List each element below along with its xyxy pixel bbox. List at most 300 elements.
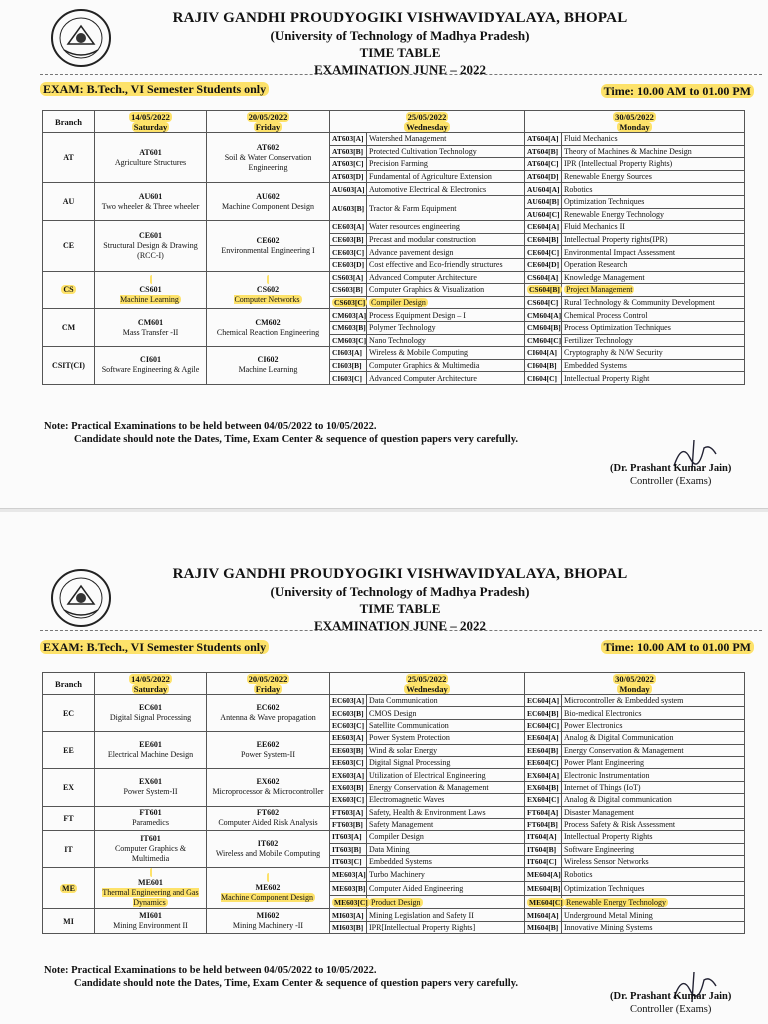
paper-name: Mass Transfer -II: [122, 327, 179, 337]
table-row: [43, 271, 745, 284]
paper-name: Paramedics: [132, 818, 169, 828]
paper-name: Chemical Reaction Engineering: [216, 327, 320, 337]
branch-header: Branch: [43, 111, 95, 133]
elective-name-text: Energy Conservation & Management: [369, 782, 489, 792]
elective-code-text: CE604[B]: [527, 235, 559, 245]
elective-name-text: Safety Management: [369, 820, 434, 830]
branch-cell: [43, 868, 95, 909]
monday-elective-name: [562, 843, 745, 855]
paper-code: EE601: [139, 740, 162, 750]
wednesday-elective-name: [367, 284, 525, 297]
monday-elective-code: [525, 359, 562, 372]
paper-code: CS602: [256, 284, 280, 294]
paper-name: Computer Networks: [234, 294, 300, 304]
friday-paper: [209, 911, 327, 930]
elective-name-text: Power Electronics: [564, 720, 623, 730]
monday-elective-code: [525, 158, 562, 171]
branch-name: CSIT(CI): [52, 360, 85, 370]
table-row: [43, 695, 745, 707]
friday-paper: [209, 703, 327, 722]
elective-code-text: CI603[B]: [332, 360, 362, 370]
document-title: TIME TABLE: [359, 45, 441, 60]
elective-name-text: Compiler Design: [369, 832, 424, 842]
friday-paper-cell: [207, 806, 330, 831]
paper-code: ME601: [138, 878, 163, 888]
elective-name-text: Project Management: [566, 285, 633, 295]
saturday-paper: [97, 777, 204, 796]
day-header-monday: [525, 673, 745, 695]
monday-elective-name: [562, 882, 745, 896]
elective-name-text: Operation Research: [564, 260, 628, 270]
branch-cell: [43, 183, 95, 221]
saturday-paper: [97, 275, 204, 304]
wednesday-elective-name: [367, 695, 525, 707]
paper-name: Environmental Engineering I: [221, 245, 315, 255]
paper-code: EC601: [138, 703, 163, 713]
paper-name: Soil & Water Conservation Engineering: [224, 152, 312, 172]
elective-name-text: Digital Signal Processing: [369, 758, 451, 768]
branch-header: Branch: [43, 673, 95, 695]
wednesday-elective-code: [330, 233, 367, 246]
saturday-paper-cell: [95, 347, 207, 385]
elective-code-text: EX603[C]: [332, 795, 365, 805]
monday-elective-code: [525, 145, 562, 158]
paper-name: Agriculture Structures: [114, 157, 187, 167]
paper-code: CI601: [140, 355, 161, 365]
monday-elective-name: [562, 221, 745, 234]
branch-name: EE: [63, 745, 74, 755]
elective-name-text: Microcontroller & Embedded system: [564, 696, 684, 706]
wednesday-elective-code: [330, 258, 367, 271]
university-seal-logo: [50, 568, 112, 628]
signatory-name: (Dr. Prashant Kumar Jain): [610, 991, 732, 1002]
saturday-paper-cell: [95, 831, 207, 868]
table-row: [43, 133, 745, 146]
saturday-paper: [97, 318, 204, 337]
signatory-designation: Controller (Exams): [629, 476, 712, 487]
header-row: [43, 673, 745, 695]
friday-paper-cell: [207, 271, 330, 309]
monday-elective-name: [562, 695, 745, 707]
timetable-table: [42, 110, 745, 385]
monday-elective-code: [525, 133, 562, 146]
weekday-saturday: Saturday: [133, 683, 168, 694]
examination-title: EXAMINATION JUNE – 2022: [313, 618, 486, 633]
elective-name-text: Mining Legislation and Safety II: [369, 910, 474, 920]
saturday-paper: [97, 231, 204, 260]
table-row: [43, 221, 745, 234]
monday-elective-code: [525, 233, 562, 246]
paper-name: Structural Design & Drawing (RCC-I): [103, 240, 198, 260]
elective-code-text: ME604[B]: [527, 883, 561, 893]
elective-code-text: FT604[B]: [527, 820, 558, 830]
monday-elective-code: [525, 868, 562, 882]
elective-name-text: Safety, Health & Environment Laws: [369, 807, 486, 817]
elective-code-text: CM603[C]: [332, 335, 367, 345]
paper-code: FT601: [139, 808, 162, 818]
wednesday-elective-name: [367, 195, 525, 220]
elective-code-text: ME604[C]: [529, 897, 563, 907]
monday-elective-code: [525, 909, 562, 921]
friday-paper-cell: [207, 695, 330, 732]
elective-code-text: EC604[C]: [527, 720, 560, 730]
elective-name-text: Disaster Management: [564, 807, 634, 817]
elective-name-text: Computer Aided Engineering: [369, 883, 464, 893]
elective-name-text: IPR (Intellectual Property Rights): [564, 159, 673, 169]
day-header-wednesday: [330, 111, 525, 133]
saturday-paper-cell: [95, 868, 207, 909]
wednesday-elective-code: [330, 707, 367, 719]
timetable-table: [42, 672, 745, 934]
monday-elective-code: [525, 732, 562, 744]
elective-code-text: EC603[C]: [332, 720, 365, 730]
paper-code: MI602: [256, 911, 280, 921]
friday-paper: [209, 777, 327, 796]
friday-paper: [209, 318, 327, 337]
elective-code-text: CE604[D]: [527, 260, 560, 270]
saturday-paper-cell: [95, 271, 207, 309]
elective-code-text: ME603[C]: [334, 897, 368, 907]
elective-code-text: CI604[A]: [527, 348, 558, 358]
friday-paper-cell: [207, 221, 330, 271]
elective-code-text: CS604[A]: [527, 272, 559, 282]
elective-code-text: FT604[A]: [527, 807, 559, 817]
wednesday-elective-code: [330, 195, 367, 220]
branch-cell: [43, 133, 95, 183]
paper-name: Software Engineering & Agile: [101, 365, 200, 375]
elective-code-text: EE603[C]: [332, 758, 364, 768]
table-row: [43, 309, 745, 322]
wednesday-elective-code: [330, 347, 367, 360]
wednesday-elective-name: [367, 372, 525, 385]
wednesday-elective-name: [367, 794, 525, 806]
monday-elective-code: [525, 321, 562, 334]
wednesday-elective-name: [367, 170, 525, 183]
monday-elective-code: [525, 372, 562, 385]
elective-name-text: Cryptography & N/W Security: [564, 348, 663, 358]
monday-elective-code: [525, 170, 562, 183]
wednesday-elective-name: [367, 921, 525, 933]
elective-code-text: EE604[A]: [527, 733, 559, 743]
timetable-sheet-1: [0, 0, 768, 510]
note-line-1: Note: Practical Examinations to be held between 04/05/2022 to 10/05/2022.: [44, 421, 377, 432]
branch-name: CE: [62, 241, 75, 251]
wednesday-elective-code: [330, 732, 367, 744]
elective-name-text: Nano Technology: [369, 335, 426, 345]
elective-code-text: CE603[A]: [332, 222, 365, 232]
table-row: [43, 868, 745, 882]
elective-code-text: ME603[B]: [332, 883, 366, 893]
elective-code-text: AU604[A]: [527, 184, 560, 194]
elective-code-text: IT604[B]: [527, 844, 557, 854]
monday-elective-name: [562, 321, 745, 334]
date-saturday: 14/05/2022: [131, 673, 170, 684]
wednesday-elective-code: [330, 868, 367, 882]
paper-name: Wireless and Mobile Computing: [215, 849, 321, 859]
university-subtitle: (University of Technology of Madhya Pradesh): [270, 28, 530, 43]
signatory-name: (Dr. Prashant Kumar Jain): [610, 463, 732, 474]
sheet-header: [120, 566, 680, 634]
saturday-paper-cell: [95, 695, 207, 732]
wednesday-elective-code: [330, 806, 367, 818]
elective-name-text: Internet of Things (IoT): [564, 782, 641, 792]
wednesday-elective-code: [330, 831, 367, 843]
monday-elective-code: [525, 195, 562, 208]
table-row: [43, 806, 745, 818]
monday-elective-name: [562, 145, 745, 158]
paper-code: CI602: [257, 355, 279, 365]
monday-elective-name: [562, 208, 745, 221]
branch-cell: [43, 732, 95, 769]
elective-name-text: Advanced Computer Architecture: [369, 373, 477, 383]
monday-elective-code: [525, 806, 562, 818]
elective-name-text: Analog & Digital communication: [564, 795, 672, 805]
wednesday-elective-code: [330, 296, 367, 309]
friday-paper: [209, 839, 327, 858]
paper-code: ME602: [255, 883, 281, 893]
elective-name-text: Underground Metal Mining: [564, 910, 653, 920]
elective-name-text: Automotive Electrical & Electronics: [369, 184, 487, 194]
paper-name: Mining Environment II: [113, 921, 188, 931]
wednesday-elective-code: [330, 843, 367, 855]
elective-code-text: IT604[C]: [527, 857, 557, 867]
paper-code: CM601: [137, 317, 164, 327]
signature-block: [610, 462, 731, 488]
weekday-monday: Monday: [619, 683, 650, 694]
branch-cell: [43, 347, 95, 385]
header-rule: [40, 74, 762, 75]
elective-code-text: CI603[C]: [332, 373, 362, 383]
elective-name-text: Compiler Design: [371, 298, 426, 308]
saturday-paper: [97, 355, 204, 374]
branch-cell: [43, 221, 95, 271]
wednesday-elective-name: [367, 321, 525, 334]
saturday-paper: [97, 834, 204, 863]
elective-name-text: Satellite Communication: [369, 720, 449, 730]
table-row: [43, 183, 745, 196]
branch-name: EC: [62, 708, 75, 718]
note: [44, 964, 518, 990]
elective-name-text: Fertilizer Technology: [564, 335, 633, 345]
elective-code-text: CI603[A]: [332, 348, 362, 358]
date-monday: 30/05/2022: [615, 673, 654, 684]
wednesday-elective-code: [330, 309, 367, 322]
friday-paper: [209, 143, 327, 172]
elective-name-text: Computer Graphics & Visualization: [369, 285, 485, 295]
weekday-friday: Friday: [255, 683, 281, 694]
day-header-monday: [525, 111, 745, 133]
day-header-friday: [207, 111, 330, 133]
monday-elective-name: [562, 794, 745, 806]
friday-paper-cell: [207, 769, 330, 806]
wednesday-elective-name: [367, 359, 525, 372]
wednesday-elective-name: [367, 781, 525, 793]
branch-name: CS: [63, 285, 74, 295]
saturday-paper-cell: [95, 221, 207, 271]
wednesday-elective-name: [367, 818, 525, 830]
monday-elective-name: [562, 818, 745, 830]
wednesday-elective-code: [330, 170, 367, 183]
friday-paper-cell: [207, 831, 330, 868]
wednesday-elective-name: [367, 719, 525, 731]
signature-block: [610, 990, 731, 1016]
monday-elective-code: [525, 695, 562, 707]
table-row: [43, 732, 745, 744]
wednesday-elective-name: [367, 334, 525, 347]
monday-elective-name: [562, 258, 745, 271]
timetable-sheet-2: [0, 512, 768, 1024]
wednesday-elective-name: [367, 769, 525, 781]
elective-code-text: EE604[B]: [527, 745, 559, 755]
elective-name-text: Optimization Techniques: [564, 883, 645, 893]
document-title: TIME TABLE: [359, 601, 441, 616]
elective-code-text: ME604[A]: [527, 870, 561, 880]
wednesday-elective-name: [367, 271, 525, 284]
elective-code-text: EE604[C]: [527, 758, 559, 768]
paper-code: CM602: [255, 317, 281, 327]
wednesday-elective-code: [330, 284, 367, 297]
elective-name-text: Renewable Energy Technology: [566, 897, 667, 907]
monday-elective-name: [562, 271, 745, 284]
day-header-friday: [207, 673, 330, 695]
note-line-1: Note: Practical Examinations to be held between 04/05/2022 to 10/05/2022.: [44, 965, 377, 976]
elective-code-text: AT603[A]: [332, 134, 364, 144]
branch-cell: [43, 309, 95, 347]
wednesday-elective-code: [330, 334, 367, 347]
elective-code-text: CI604[B]: [527, 360, 557, 370]
date-monday: 30/05/2022: [615, 111, 654, 122]
branch-name: ME: [62, 883, 75, 893]
elective-code-text: MI603[B]: [332, 923, 364, 933]
branch-name: IT: [64, 844, 73, 854]
wednesday-elective-name: [367, 296, 525, 309]
note: [44, 420, 518, 446]
saturday-paper: [97, 740, 204, 759]
wednesday-elective-code: [330, 744, 367, 756]
elective-code-text: CE603[D]: [332, 260, 365, 270]
wednesday-elective-code: [330, 145, 367, 158]
branch-name: FT: [63, 813, 74, 823]
wednesday-elective-name: [367, 909, 525, 921]
monday-elective-name: [562, 769, 745, 781]
saturday-paper-cell: [95, 732, 207, 769]
monday-elective-name: [562, 909, 745, 921]
monday-elective-name: [562, 856, 745, 868]
paper-name: Power System-II: [241, 750, 295, 760]
elective-code-text: EC603[B]: [332, 708, 364, 718]
elective-name-text: Advanced Computer Architecture: [369, 272, 477, 282]
elective-name-text: Embedded Systems: [369, 857, 432, 867]
elective-code-text: CM603[A]: [332, 310, 367, 320]
paper-name: Two wheeler & Three wheeler: [101, 201, 200, 211]
elective-code-text: MI604[A]: [527, 910, 559, 920]
elective-name-text: Renewable Energy Sources: [564, 172, 652, 182]
elective-code-text: EX604[B]: [527, 782, 559, 792]
header-row: [43, 111, 745, 133]
paper-code: CE602: [256, 235, 280, 245]
friday-paper: [209, 192, 327, 211]
table-row: [43, 347, 745, 360]
wednesday-elective-name: [367, 133, 525, 146]
elective-code-text: EC604[B]: [527, 708, 559, 718]
friday-paper: [209, 355, 327, 374]
elective-code-text: AT603[B]: [332, 146, 364, 156]
wednesday-elective-name: [367, 707, 525, 719]
wednesday-elective-name: [367, 145, 525, 158]
paper-name: Machine Learning: [238, 365, 298, 375]
wednesday-elective-name: [367, 233, 525, 246]
elective-name-text: Process Equipment Design – I: [369, 310, 466, 320]
elective-name-text: Data Communication: [369, 696, 438, 706]
elective-name-text: Wireless & Mobile Computing: [369, 348, 469, 358]
elective-name-text: Process Optimization Techniques: [564, 323, 671, 333]
elective-name-text: Robotics: [564, 184, 593, 194]
monday-elective-code: [525, 707, 562, 719]
paper-code: AU602: [256, 191, 280, 201]
elective-name-text: Protected Cultivation Technology: [369, 146, 477, 156]
header-rule: [40, 630, 762, 631]
elective-code-text: FT603[A]: [332, 807, 364, 817]
elective-code-text: AU604[B]: [527, 197, 560, 207]
date-friday: 20/05/2022: [248, 111, 288, 122]
table-row: [43, 831, 745, 843]
elective-name-text: Electromagnetic Waves: [369, 795, 445, 805]
monday-elective-name: [562, 719, 745, 731]
elective-code-text: AT603[D]: [332, 172, 364, 182]
wednesday-elective-code: [330, 321, 367, 334]
exam-label-text: EXAM: B.Tech., VI Semester Students only: [40, 640, 269, 654]
exam-label: [40, 82, 269, 97]
paper-code: AT601: [139, 147, 162, 157]
exam-label-text: EXAM: B.Tech., VI Semester Students only: [40, 82, 269, 96]
monday-elective-code: [525, 246, 562, 259]
elective-name-text: Fluid Mechanics II: [564, 222, 625, 232]
monday-elective-name: [562, 334, 745, 347]
monday-elective-name: [562, 246, 745, 259]
elective-code-text: IT603[B]: [332, 844, 362, 854]
branch-name: EX: [62, 782, 75, 792]
wednesday-elective-code: [330, 695, 367, 707]
elective-name-text: Water resources engineering: [369, 222, 460, 232]
branch-name: AT: [63, 153, 74, 163]
branch-cell: [43, 271, 95, 309]
elective-name-text: Turbo Machinery: [369, 870, 425, 880]
friday-paper: [209, 808, 327, 827]
wednesday-elective-name: [367, 843, 525, 855]
wednesday-elective-name: [367, 831, 525, 843]
wednesday-elective-name: [367, 744, 525, 756]
paper-code: EX602: [256, 777, 280, 787]
branch-cell: [43, 806, 95, 831]
elective-name-text: Fluid Mechanics: [564, 134, 618, 144]
elective-name-text: Polymer Technology: [369, 323, 436, 333]
examination-title: EXAMINATION JUNE – 2022: [313, 62, 486, 77]
elective-code-text: CS603[B]: [332, 285, 363, 295]
elective-code-text: CM604[B]: [527, 323, 561, 333]
friday-paper-cell: [207, 909, 330, 934]
paper-name: Electrical Machine Design: [107, 750, 194, 760]
monday-elective-name: [562, 284, 745, 297]
monday-elective-name: [562, 183, 745, 196]
paper-name: Machine Component Design: [222, 201, 314, 211]
monday-elective-name: [562, 732, 745, 744]
weekday-monday: Monday: [619, 121, 650, 132]
note-line-2: Candidate should note the Dates, Time, Exam Center & sequence of question papers very carefully.: [74, 434, 519, 445]
friday-paper: [209, 873, 327, 902]
date-saturday: 14/05/2022: [131, 111, 170, 122]
elective-name-text: Fundamental of Agriculture Extension: [369, 172, 492, 182]
paper-code: IT601: [140, 834, 161, 844]
